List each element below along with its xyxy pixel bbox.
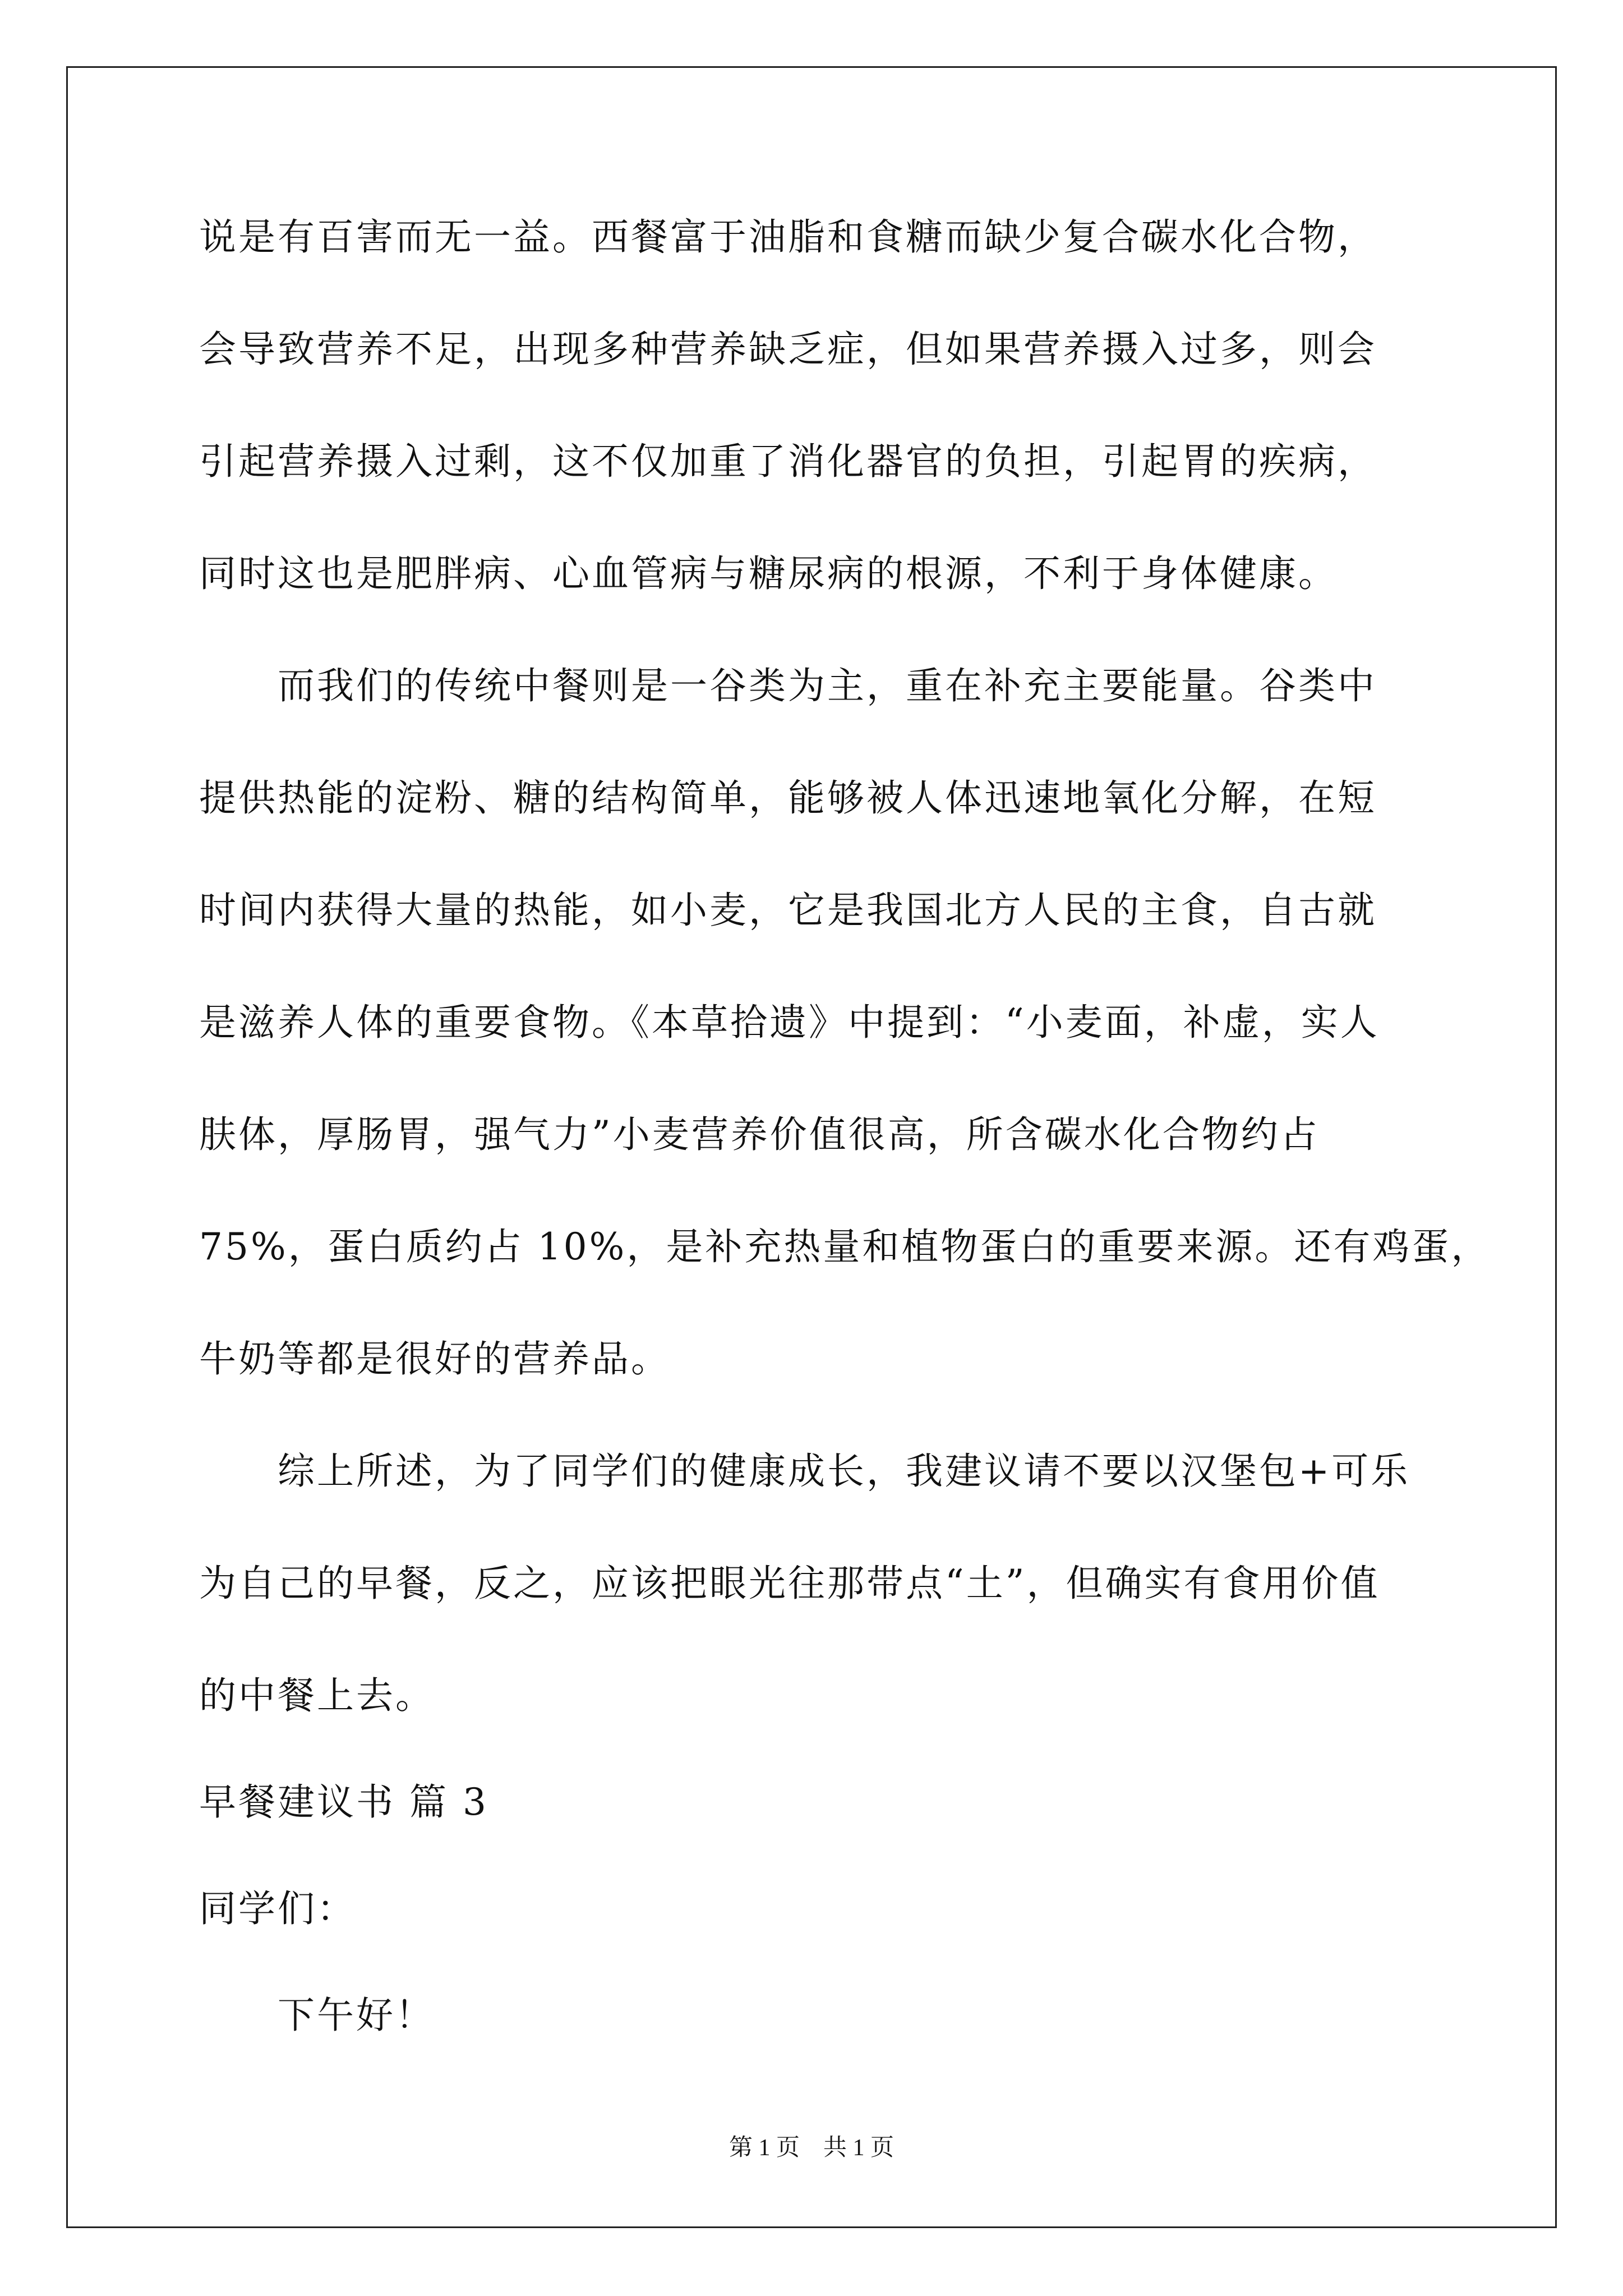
paragraph-line: 为自己的早餐，反之，应该把眼光往那带点“土”，但确实有食用价值 (199, 1562, 1380, 1605)
paragraph-line: 的中餐上去。 (199, 1674, 435, 1717)
paragraph-line: 综上所述，为了同学们的健康成长，我建议请不要以汉堡包+可乐 (278, 1450, 1410, 1493)
paragraph-line: 提供热能的淀粉、糖的结构简单，能够被人体迅速地氧化分解，在短 (199, 776, 1377, 820)
page-number-footer: 第 1 页 共 1 页 (728, 2135, 894, 2161)
paragraph-line: 牛奶等都是很好的营养品。 (199, 1337, 670, 1381)
paragraph-line: 时间内获得大量的热能，如小麦，它是我国北方人民的主食，自古就 (199, 889, 1377, 932)
paragraph-line: 会导致营养不足，出现多种营养缺乏症，但如果营养摄入过多，则会 (199, 328, 1377, 371)
salutation: 同学们： (199, 1887, 356, 1930)
paragraph-line: 75%，蛋白质约占 10%，是补充热量和植物蛋白的重要来源。还有鸡蛋， (199, 1225, 1491, 1268)
section-heading: 早餐建议书 篇 3 (199, 1780, 488, 1824)
paragraph-line: 同时这也是肥胖病、心血管病与糖尿病的根源，不利于身体健康。 (199, 552, 1338, 595)
greeting: 下午好！ (278, 1994, 435, 2037)
paragraph-line: 是滋养人体的重要食物。《本草拾遗》中提到：“小麦面，补虚，实人 (199, 1001, 1380, 1044)
paragraph-line: 肤体，厚肠胃，强气力”小麦营养价值很高，所含碳水化合物约占 (199, 1113, 1320, 1156)
paragraph-line: 引起营养摄入过剩，这不仅加重了消化器官的负担，引起胃的疾病， (199, 440, 1377, 483)
paragraph-line: 而我们的传统中餐则是一谷类为主，重在补充主要能量。谷类中 (278, 664, 1377, 707)
paragraph-line: 说是有百害而无一益。西餐富于油脂和食糖而缺少复合碳水化合物， (199, 215, 1377, 259)
